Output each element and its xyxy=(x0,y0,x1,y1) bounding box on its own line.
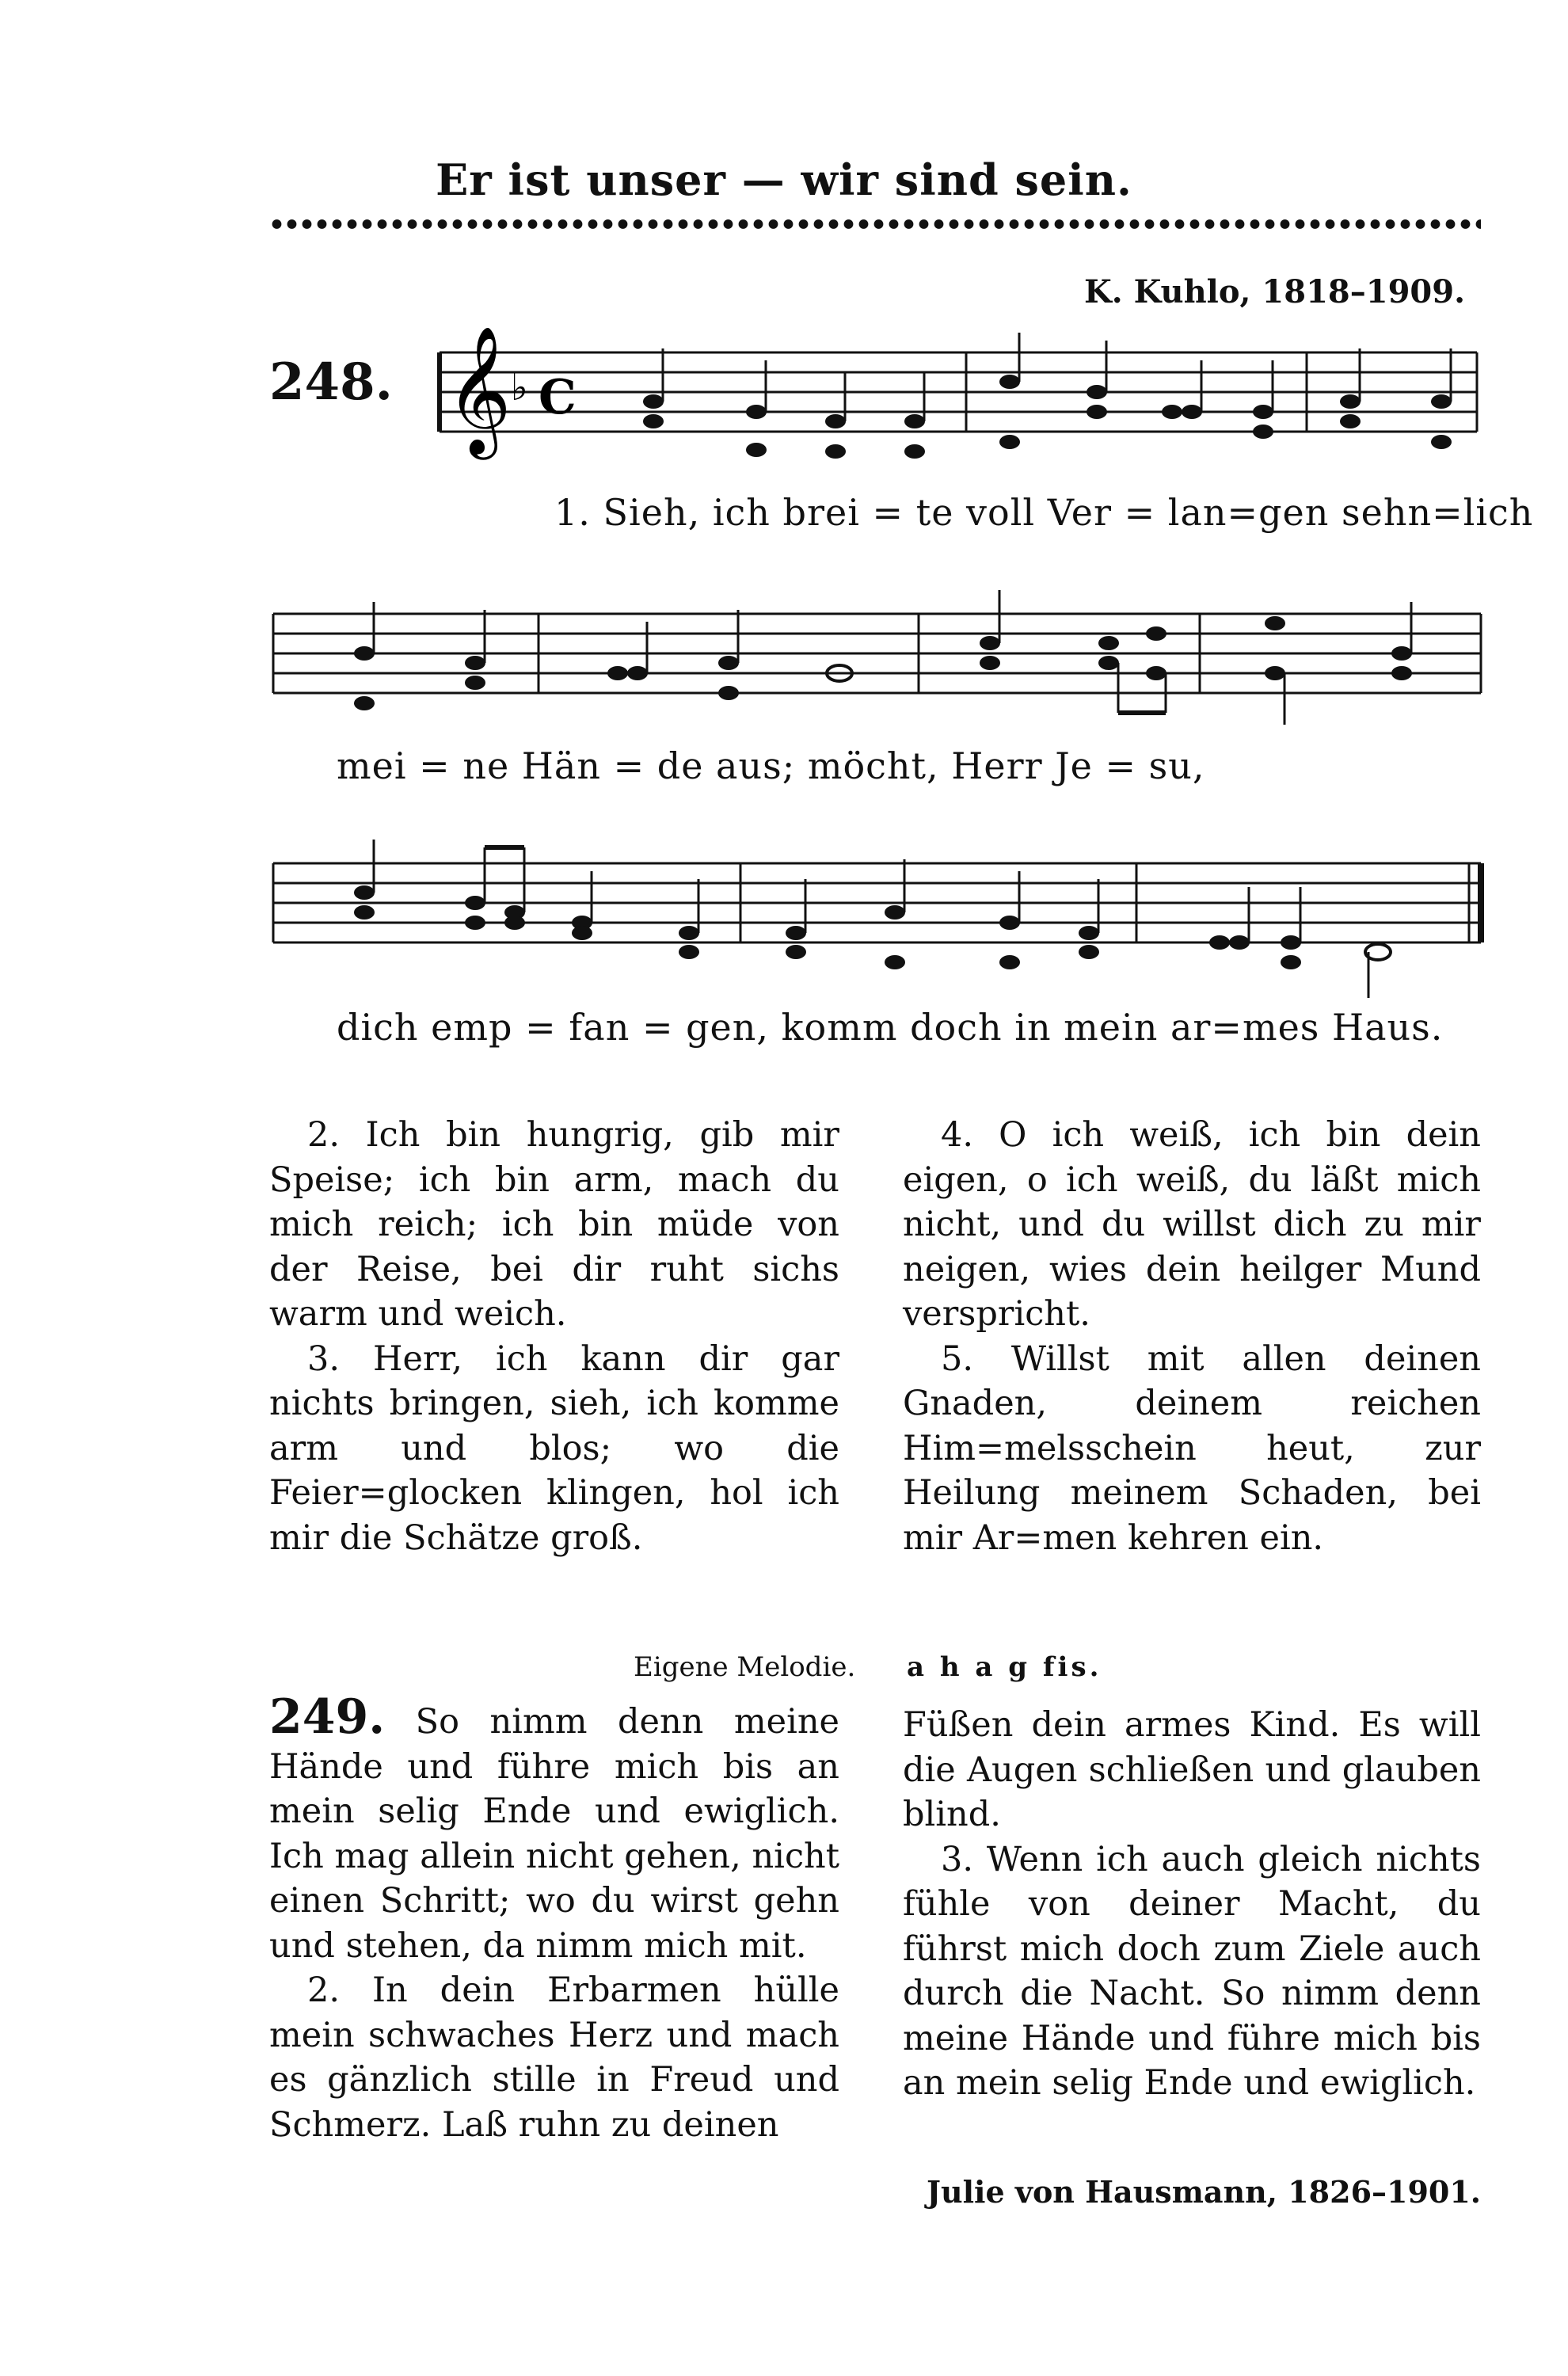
melody-label: Eigene Melodie. xyxy=(634,1651,856,1683)
verses-left-248 xyxy=(269,1113,839,1560)
verses-left-249 xyxy=(269,1689,839,2147)
verse-3: 3. Herr, ich kann dir gar nichts bringen, sieh, ich komme arm und blos; wo die Feier=glocken klingen, hol ich mir die Schätze groß. xyxy=(269,1338,839,1558)
dotted-rule xyxy=(269,218,1481,230)
verse-1-text: So nimm denn meine Hände und führe mich bis an mein selig Ende und ewiglich. Ich mag allein nicht gehen, nicht einen Schritt; wo du wirst gehn und stehen, da nimm mich mit. xyxy=(269,1702,839,1966)
verse-4: 4. O ich weiß, ich bin dein eigen, o ich weiß, du läßt mich nicht, und du willst dich zu mir neigen, wies dein heilger Mund verspricht. xyxy=(903,1115,1481,1334)
lyrics-line-1: 1. Sieh, ich brei = te voll Ver = lan=gen sehn=lich xyxy=(554,491,1534,534)
hymn-number-248: 248. xyxy=(269,352,393,412)
verse-5: 5. Willst mit allen deinen Gnaden, deinem reichen Him=melsschein heut, zur Heilung meinem Schaden, bei mir Ar=men kehren ein. xyxy=(903,1338,1481,1558)
verse-2: 2. Ich bin hungrig, gib mir Speise; ich bin arm, mach du mich reich; ich bin müde von der Reise, bei dir ruht sichs warm und weich. xyxy=(269,1115,839,1334)
hymn-number-249: 249. xyxy=(269,1689,386,1745)
verse-3-249: 3. Wenn ich auch gleich nichts fühle von deiner Macht, du führst mich doch zum Ziele auch durch die Nacht. So nimm denn meine Hände und führe mich bis an mein selig Ende und ewiglich. xyxy=(903,1839,1481,2103)
music-staff-1 xyxy=(432,325,1485,467)
verse-2-continued: Füßen dein armes Kind. Es will die Augen schließen und glauben blind. xyxy=(903,1705,1481,1834)
melody-notes: a h a g fis. xyxy=(907,1651,1102,1683)
svg-text:♭: ♭ xyxy=(511,366,528,409)
running-head: Er ist unser — wir sind sein. xyxy=(436,154,1132,205)
lyrics-line-2: mei = ne Hän = de aus; möcht, Herr Je = su, xyxy=(337,744,1205,787)
lyrics-line-3: dich emp = fan = gen, komm doch in mein ar=mes Haus. xyxy=(337,1006,1444,1049)
svg-text:C: C xyxy=(539,370,577,425)
music-staff-2 xyxy=(269,586,1489,729)
verses-right-248 xyxy=(903,1113,1481,1560)
svg-text:𝄞: 𝄞 xyxy=(446,326,512,455)
verse-2-249: 2. In dein Erbarmen hülle mein schwaches Herz und mach es gänzlich stille in Freud und Schmerz. Laß ruhn zu deinen xyxy=(269,1970,839,2145)
verses-right-249 xyxy=(903,1703,1481,2106)
verse-1-249 xyxy=(269,1689,839,1968)
author-credit: Julie von Hausmann, 1826–1901. xyxy=(926,2174,1481,2210)
music-staff-3 xyxy=(269,840,1489,998)
composer-credit: K. Kuhlo, 1818–1909. xyxy=(1084,273,1465,310)
